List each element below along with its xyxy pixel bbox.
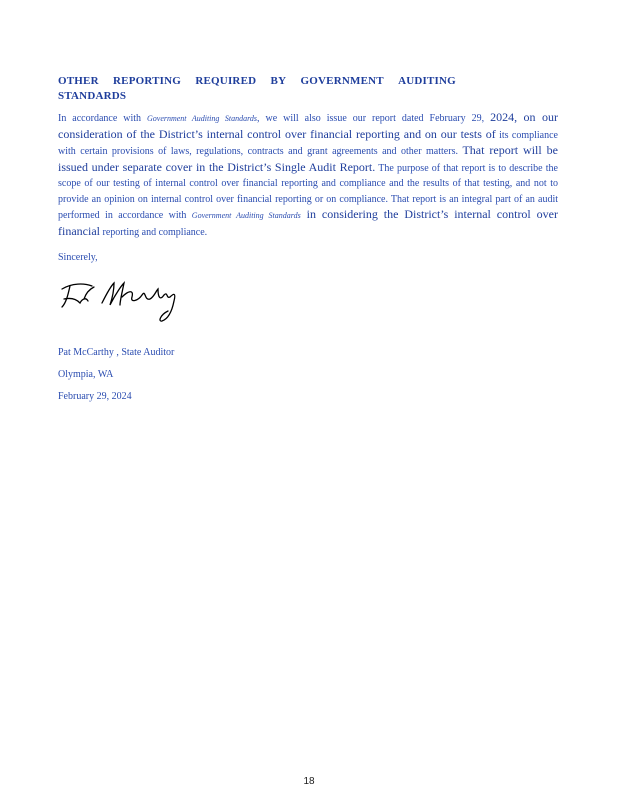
body-italic-text: Government Auditing Standards xyxy=(191,211,301,220)
heading-word: GOVERNMENT xyxy=(300,75,384,87)
heading-word: BY xyxy=(270,75,287,87)
body-italic-text: Government Auditing Standards xyxy=(146,114,258,123)
signer-city: Olympia, WA xyxy=(58,369,114,380)
heading-word: AUDITING xyxy=(398,75,456,87)
heading-word: REPORTING xyxy=(113,75,182,87)
heading-line-1 xyxy=(58,74,456,89)
body-text-large: That report will be issued under separate cover in the District’s Single Audit Report. xyxy=(58,143,558,174)
signature-image xyxy=(58,277,188,325)
heading-word: OTHER xyxy=(58,75,99,87)
body-text-large: in considering the District’s internal control over financial xyxy=(58,207,558,238)
report-page xyxy=(58,74,558,408)
closing-salutation: Sincerely, xyxy=(58,252,98,263)
body-text: its compliance with certain provisions of laws, regulations, contracts and grant agreements and other matters. xyxy=(58,129,558,157)
signer-date: February 29, 2024 xyxy=(58,391,132,402)
section-heading xyxy=(58,74,558,104)
signer-block xyxy=(58,342,558,408)
body-paragraph xyxy=(58,110,558,240)
heading-word: REQUIRED xyxy=(195,75,257,87)
page-number: 18 xyxy=(303,776,315,787)
body-text: The purpose of that report is to describe the scope of our testing of internal control over financial reporting and compliance and the results of that testing, and not to provide an opinion on internal control over financial reporting or on compliance. That report is an integral part of an audit performed in accordance with xyxy=(58,162,558,221)
heading-line-2: STANDARDS xyxy=(58,90,127,102)
body-text: In accordance with xyxy=(58,113,147,124)
body-text: , we will also issue our report dated February 29, xyxy=(257,113,491,124)
body-text: reporting and compliance. xyxy=(99,226,208,238)
signer-name-title: Pat McCarthy , State Auditor xyxy=(58,347,175,358)
body-text-large: 2024, on our consideration of the District’s internal control over financial reporting and on our tests of xyxy=(58,110,559,141)
